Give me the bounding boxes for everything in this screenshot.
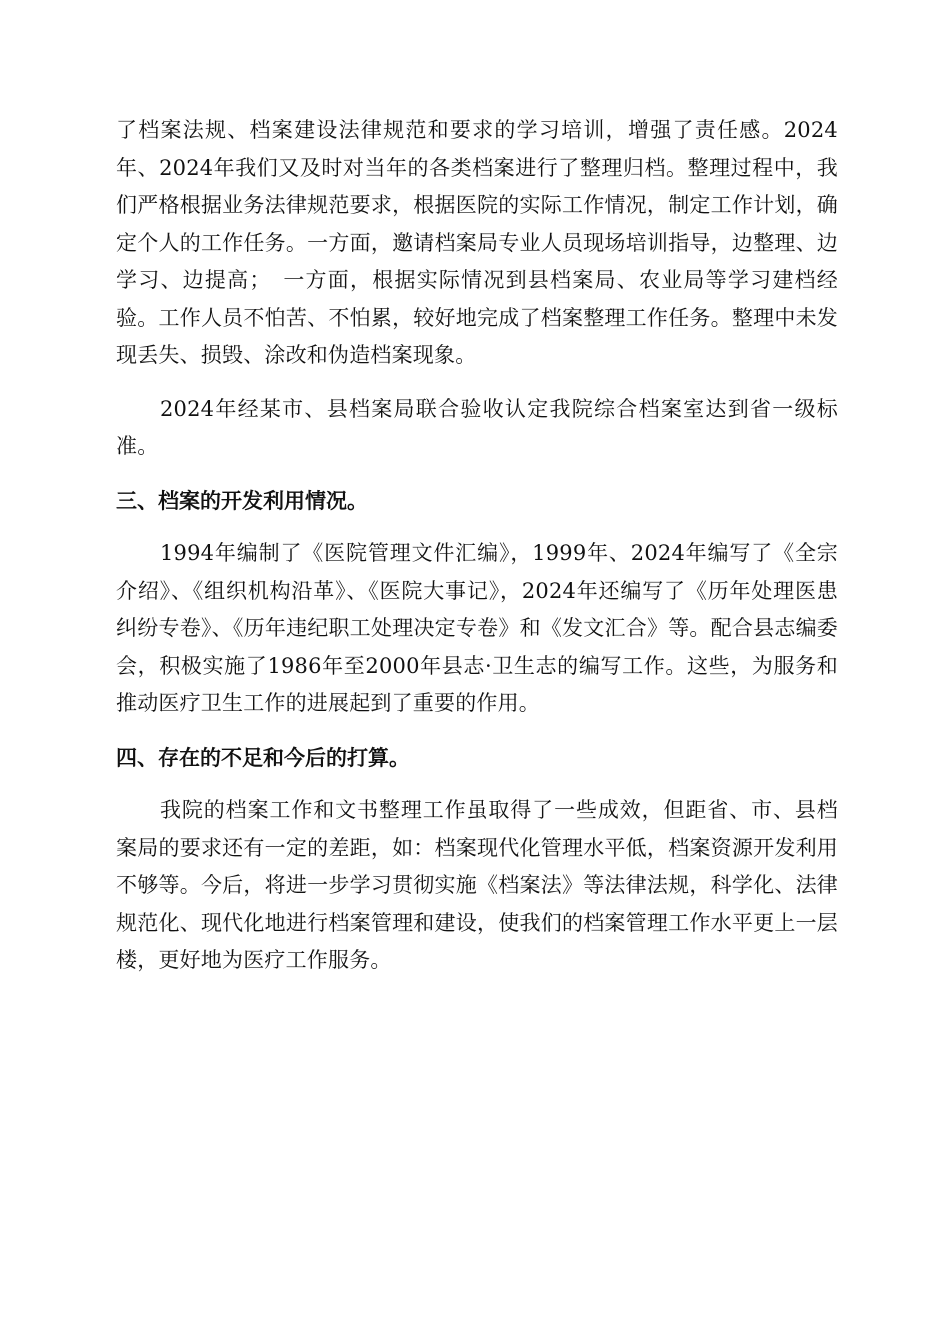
paragraph-archive-organizing: 了档案法规、档案建设法律规范和要求的学习培训，增强了责任感。2024年、2024年我们又及时对当年的各类档案进行了整理归档。整理过程中，我们严格根据业务法律规范要求，根据医院的实际工作情况，制定工作计划，确定个人的工作任务。一方面，邀请档案局专业人员现场培训指导，边整理、边学习、边提高； 一方面，根据实际情况到县档案局、农业局等学习建档经验。工作人员不怕苦、不怕累，较好地完成了档案整理工作任务。整理中未发现丢失、损毁、涂改和伪造档案现象。 bbox=[116, 118, 838, 367]
paragraph-development-use: 1994年编制了《医院管理文件汇编》，1999年、2024年编写了《全宗介绍》、《组织机构沿革》、《医院大事记》，2024年还编写了《历年处理医患纠纷专卷》、《历年违纪职工处理决定专卷》和《发文汇合》等。配合县志编委会，积极实施了1986年至2000年县志·卫生志的编写工作。这些，为服务和推动医疗卫生工作的进展起到了重要的作用。 bbox=[116, 541, 838, 715]
paragraph-acceptance-standard: 2024年经某市、县档案局联合验收认定我院综合档案室达到省一级标准。 bbox=[116, 396, 838, 458]
section-heading-development-use: 三、档案的开发利用情况。 bbox=[116, 487, 368, 513]
paragraph-shortcomings-plans: 我院的档案工作和文书整理工作虽取得了一些成效，但距省、市、县档案局的要求还有一定的差距，如：档案现代化管理水平低，档案资源开发利用不够等。今后，将进一步学习贯彻实施《档案法》等法律法规，科学化、法律规范化、现代化地进行档案管理和建设，使我们的档案管理工作水平更上一层楼，更好地为医疗工作服务。 bbox=[116, 798, 838, 972]
section-heading-shortcomings-plans: 四、存在的不足和今后的打算。 bbox=[116, 744, 410, 770]
document-page bbox=[116, 112, 838, 980]
